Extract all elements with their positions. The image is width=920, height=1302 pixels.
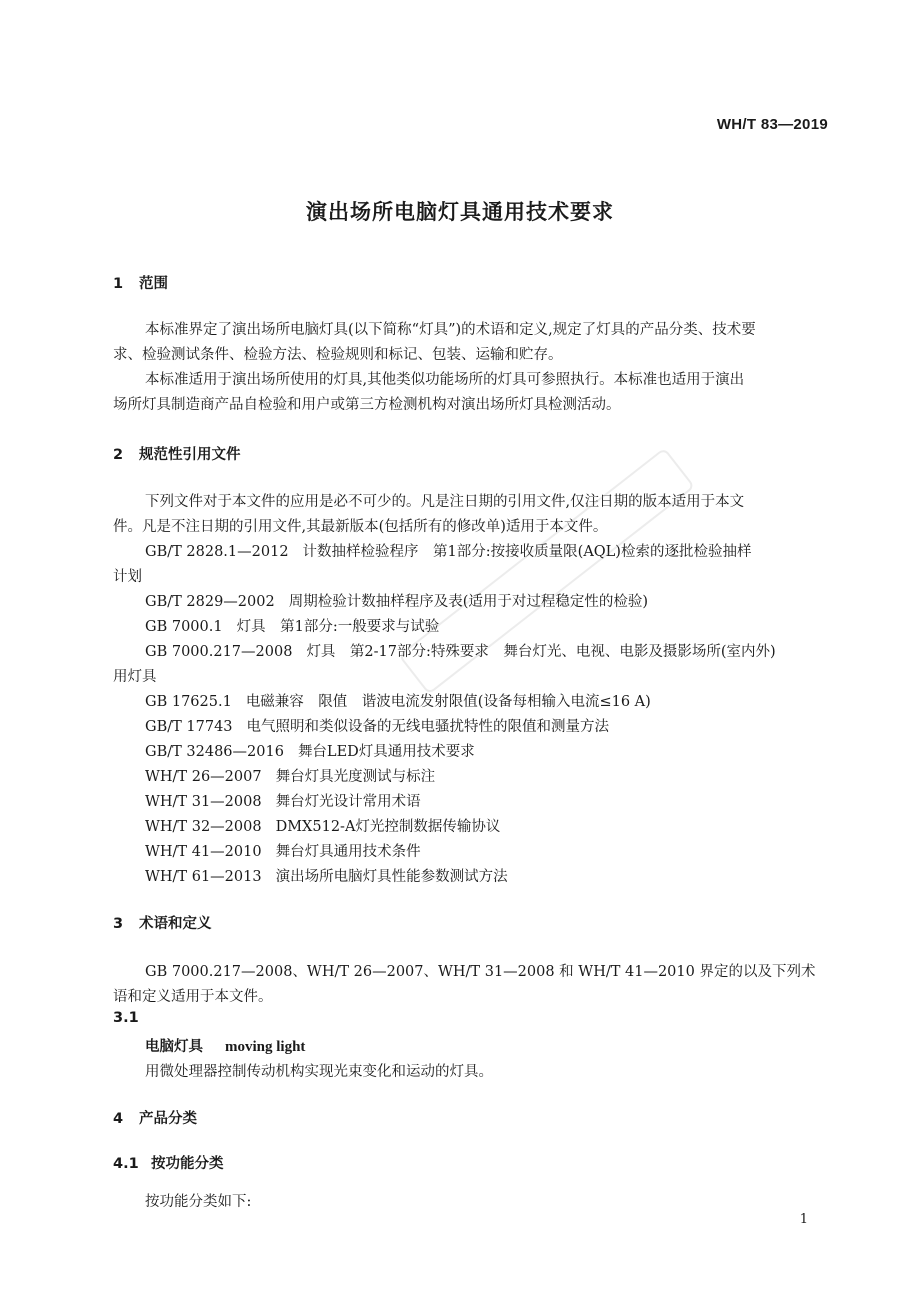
section-4-title: 产品分类: [139, 1111, 197, 1127]
reference-code: WH/T 61—2013: [145, 869, 262, 885]
reference-title: 电磁兼容 限值 谐波电流发射限值(设备每相输入电流≤16 A): [245, 694, 651, 710]
reference-code: GB/T 17743: [145, 719, 233, 735]
reference-item: [145, 540, 825, 565]
reference-code: WH/T 31—2008: [145, 794, 262, 810]
section-3-intro-line-1: GB 7000.217—2008、WH/T 26—2007、WH/T 31—2008 和 WH/T 41—2010 界定的以及下列术: [145, 964, 816, 980]
subsection-4-1-title: 按功能分类: [151, 1156, 224, 1172]
reference-item: [145, 615, 825, 640]
reference-title: 演出场所电脑灯具性能参数测试方法: [275, 869, 508, 885]
section-2-number: 2: [113, 447, 124, 463]
reference-continuation: 计划: [113, 569, 142, 585]
reference-item: [145, 790, 825, 815]
subsection-4-1-heading: [113, 1152, 224, 1173]
section-2-title: 规范性引用文件: [139, 447, 241, 463]
reference-item: [145, 865, 825, 890]
reference-item: [145, 640, 825, 665]
reference-item: [145, 840, 825, 865]
reference-code: GB/T 2829—2002: [145, 594, 275, 610]
section-1-paragraph-2-line-2: 场所灯具制造商产品自检验和用户或第三方检测机构对演出场所灯具检测活动。: [113, 397, 621, 413]
section-1-paragraph-1-line-1: 本标准界定了演出场所电脑灯具(以下简称“灯具”)的术语和定义,规定了灯具的产品分类、技术要: [145, 322, 756, 338]
subsection-4-1-number: 4.1: [113, 1156, 139, 1172]
section-1-paragraph-1-line-2: 求、检验测试条件、检验方法、检验规则和标记、包装、运输和贮存。: [113, 347, 563, 363]
reference-title: 舞台灯光设计常用术语: [275, 794, 421, 810]
reference-item: [145, 690, 825, 715]
page-number: 1: [799, 1212, 808, 1227]
section-2-heading: [113, 443, 241, 464]
reference-code: WH/T 41—2010: [145, 844, 262, 860]
section-1-title: 范围: [139, 276, 168, 292]
reference-code: GB 7000.1: [145, 619, 223, 635]
section-3-title: 术语和定义: [139, 916, 212, 932]
reference-title: 舞台灯具通用技术条件: [275, 844, 421, 860]
section-3-number: 3: [113, 916, 124, 932]
reference-item: [145, 590, 825, 615]
section-3-heading: [113, 912, 212, 933]
standard-code: WH/T 83—2019: [716, 116, 828, 133]
section-2-intro-line-2: 件。凡是不注日期的引用文件,其最新版本(包括所有的修改单)适用于本文件。: [113, 519, 608, 535]
reference-title: DMX512-A灯光控制数据传输协议: [275, 819, 501, 835]
section-2-intro-line-1: 下列文件对于本文件的应用是必不可少的。凡是注日期的引用文件,仅注日期的版本适用于本文: [145, 494, 745, 510]
clause-number: 3.1: [113, 1010, 139, 1026]
reference-code: GB 17625.1: [145, 694, 232, 710]
term-definition: 用微处理器控制传动机构实现光束变化和运动的灯具。: [145, 1064, 493, 1080]
reference-code: WH/T 32—2008: [145, 819, 262, 835]
reference-title: 计数抽样检验程序 第1部分:按接收质量限(AQL)检索的逐批检验抽样: [302, 544, 752, 560]
section-4-heading: [113, 1107, 197, 1128]
reference-item: [145, 740, 825, 765]
reference-title: 舞台LED灯具通用技术要求: [297, 744, 475, 760]
term-entry: [145, 1035, 305, 1056]
section-1-heading: [113, 272, 168, 293]
term-english: moving light: [225, 1039, 306, 1055]
reference-code: GB/T 32486—2016: [145, 744, 284, 760]
reference-code: WH/T 26—2007: [145, 769, 262, 785]
reference-code: GB 7000.217—2008: [145, 644, 293, 660]
reference-title: 灯具 第2-17部分:特殊要求 舞台灯光、电视、电影及摄影场所(室内外): [306, 644, 776, 660]
reference-title: 灯具 第1部分:一般要求与试验: [236, 619, 440, 635]
reference-code: GB/T 2828.1—2012: [145, 544, 289, 560]
reference-title: 电气照明和类似设备的无线电骚扰特性的限值和测量方法: [246, 719, 610, 735]
watermark: [394, 443, 706, 708]
reference-item: [145, 815, 825, 840]
reference-title: 周期检验计数抽样程序及表(适用于对过程稳定性的检验): [288, 594, 649, 610]
section-1-paragraph-2-line-1: 本标准适用于演出场所使用的灯具,其他类似功能场所的灯具可参照执行。本标准也适用于演出: [145, 372, 745, 388]
section-1-number: 1: [113, 276, 124, 292]
section-4-number: 4: [113, 1111, 124, 1127]
reference-title: 舞台灯具光度测试与标注: [275, 769, 436, 785]
reference-item: [145, 715, 825, 740]
document-title: 演出场所电脑灯具通用技术要求: [306, 200, 614, 224]
subsection-4-1-text: 按功能分类如下:: [145, 1194, 252, 1210]
section-3-intro-line-2: 语和定义适用于本文件。: [113, 989, 273, 1005]
term-chinese: 电脑灯具: [145, 1039, 203, 1055]
reference-item: [145, 765, 825, 790]
reference-continuation: 用灯具: [113, 669, 157, 685]
